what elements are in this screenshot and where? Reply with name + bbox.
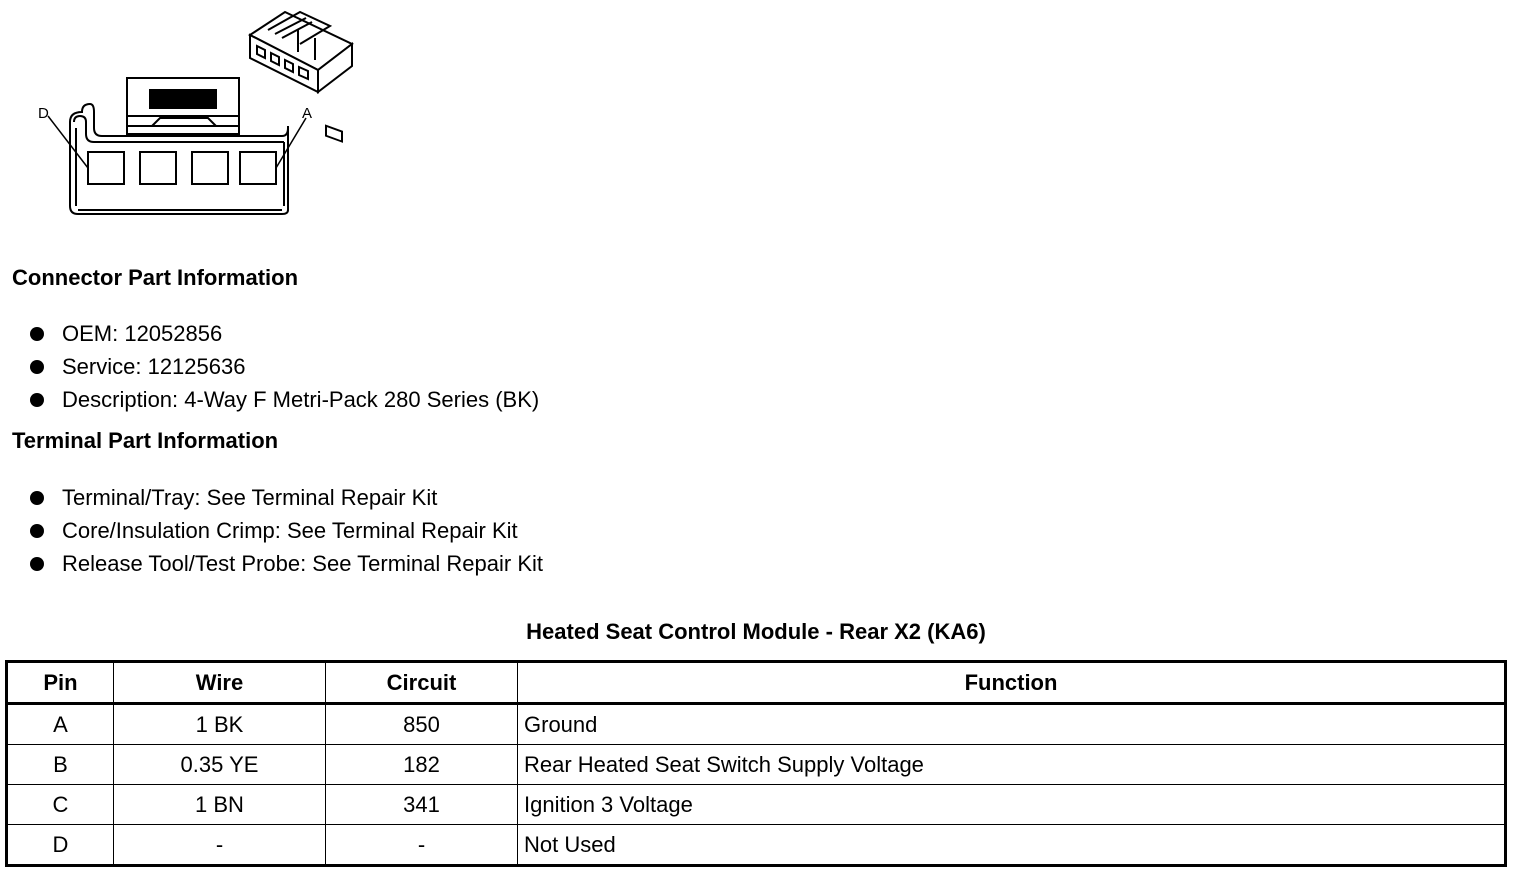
header-circuit: Circuit [326,662,518,704]
pin-d-label: D [38,105,49,122]
table-header-row [7,662,1506,704]
connector-description: Description: 4-Way F Metri-Pack 280 Series (BK) [62,387,540,412]
cell-circuit: 850 [326,704,518,745]
cell-wire: 1 BN [114,785,326,825]
bullet-icon [30,327,44,341]
pinout-table [5,660,1507,867]
table-row [7,745,1506,785]
cell-wire: - [114,825,326,866]
cell-function: Ground [518,704,1506,745]
terminal-info-heading: Terminal Part Information [12,428,279,453]
cell-pin: D [7,825,114,866]
connector-oem: OEM: 12052856 [62,321,223,346]
bullet-icon [30,491,44,505]
list-item [28,550,543,583]
header-pin: Pin [7,662,114,704]
list-item [28,517,543,550]
cell-function: Ignition 3 Voltage [518,785,1506,825]
cavity-a [240,152,276,184]
cell-wire: 1 BK [114,704,326,745]
bullet-icon [30,557,44,571]
cell-wire: 0.35 YE [114,745,326,785]
connector-face-diagram [30,0,370,225]
table-row [7,785,1506,825]
terminal-tray: Terminal/Tray: See Terminal Repair Kit [62,485,438,510]
table-row [7,825,1506,866]
terminal-crimp: Core/Insulation Crimp: See Terminal Repair Kit [62,518,518,543]
connector-face [48,78,306,214]
terminal-release-tool: Release Tool/Test Probe: See Terminal Repair Kit [62,551,543,576]
pin-a-label: A [302,105,313,122]
cell-circuit: - [326,825,518,866]
list-item [28,353,539,386]
bullet-icon [30,524,44,538]
cavity-b [192,152,228,184]
connector-isometric-icon [250,12,352,142]
cavity-c [140,152,176,184]
cell-circuit: 341 [326,785,518,825]
cavity-d [88,152,124,184]
table-caption: Heated Seat Control Module - Rear X2 (KA6) [526,619,986,644]
terminal-info-list [28,484,543,583]
cell-pin: C [7,785,114,825]
table-row [7,704,1506,745]
list-item [28,484,543,517]
cell-function: Not Used [518,825,1506,866]
cell-circuit: 182 [326,745,518,785]
cell-pin: B [7,745,114,785]
bullet-icon [30,360,44,374]
bullet-icon [30,393,44,407]
connector-info-list [28,320,539,419]
list-item [28,386,539,419]
cell-pin: A [7,704,114,745]
header-function: Function [518,662,1506,704]
header-wire: Wire [114,662,326,704]
connector-info-heading: Connector Part Information [12,265,299,290]
cell-function: Rear Heated Seat Switch Supply Voltage [518,745,1506,785]
connector-service: Service: 12125636 [62,354,246,379]
list-item [28,320,539,353]
